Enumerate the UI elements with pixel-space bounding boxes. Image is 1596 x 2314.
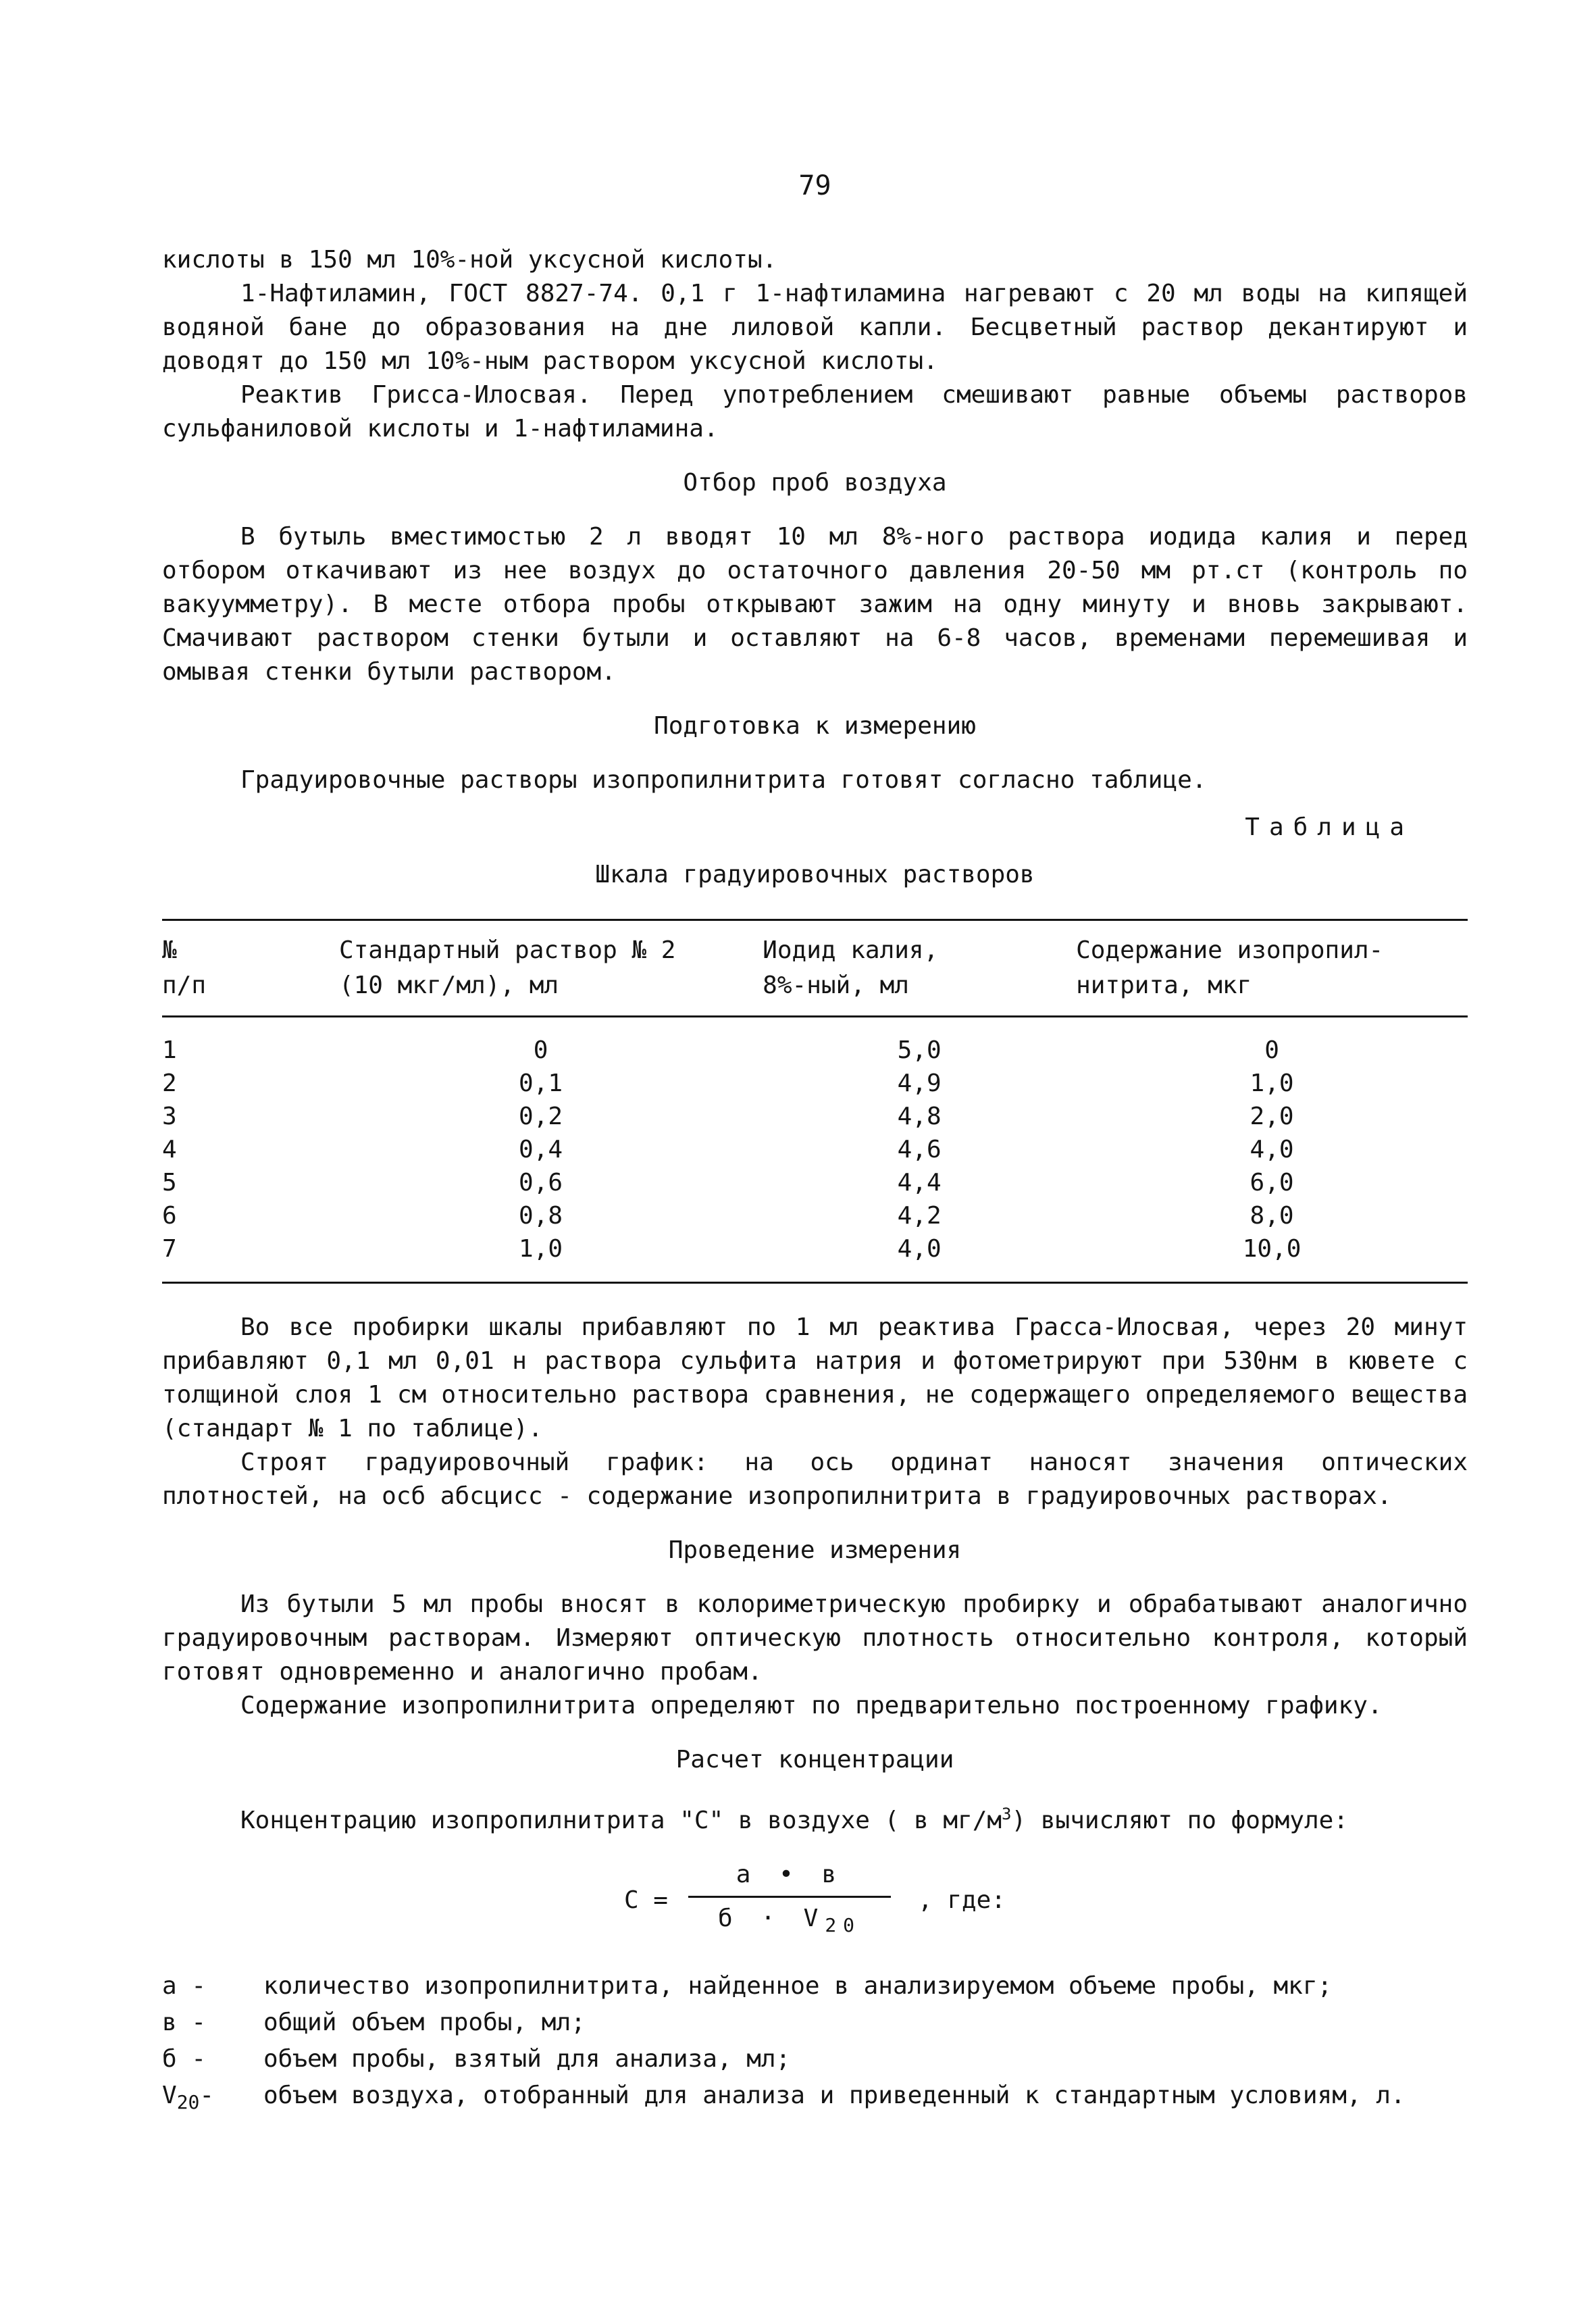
legend-symbol: в -: [162, 2009, 207, 2037]
legend-symbol: а -: [162, 1972, 207, 2001]
legend-item: [162, 2006, 1468, 2040]
formula-lhs: С =: [623, 1886, 668, 1914]
header-number: № п/п: [162, 920, 319, 1017]
calibration-table: [162, 919, 1468, 1284]
heading-calculation: Расчет концентрации: [675, 1746, 954, 1774]
cell-iodide: 4,8: [897, 1103, 942, 1130]
cell-number: 7: [162, 1232, 319, 1283]
cell-content: 8,0: [1250, 1202, 1294, 1230]
paragraph-continuation: кислоты в 150 мл 10%-ной уксусной кислоты.: [162, 246, 777, 274]
table-caption: Шкала градуировочных растворов: [595, 861, 1035, 888]
page-number: 79: [798, 170, 831, 201]
cell-number: 1: [162, 1036, 177, 1064]
table-row: [162, 1166, 1468, 1199]
header-standard-solution: Стандартный раствор № 2 (10 мкг/мл), мл: [319, 920, 763, 1017]
cell-iodide: 4,4: [897, 1169, 942, 1197]
cell-content: 6,0: [1250, 1169, 1294, 1197]
legend-item: [162, 2042, 1468, 2076]
table-row: [162, 1199, 1468, 1232]
cell-iodide: 4,2: [897, 1202, 942, 1230]
cell-standard: 0,4: [519, 1136, 563, 1163]
cell-standard: 0,2: [519, 1103, 563, 1130]
cell-content: 2,0: [1250, 1103, 1294, 1130]
cell-content: 0: [1264, 1036, 1279, 1064]
cell-iodide: 5,0: [897, 1036, 942, 1064]
cell-iodide: 4,0: [763, 1232, 1076, 1283]
legend-symbol: б -: [162, 2045, 207, 2073]
paragraph-griess-reagent: Реактив Грисса-Илосвая. Перед употреблением смешивают равные объемы растворов сульфаниловой кислоты и 1-нафтиламина.: [162, 381, 1468, 443]
cell-number: 6: [162, 1202, 177, 1230]
header-content: Содержание изопропил- нитрита, мкг: [1076, 920, 1468, 1017]
cell-number: 3: [162, 1103, 177, 1130]
formula-where: , где:: [917, 1886, 1006, 1914]
paragraph-measurement: Из бутыли 5 мл пробы вносят в колориметрическую пробирку и обрабатывают аналогично градуировочным растворам. Измеряют оптическую плотность относительно контроля, который готовят одновременно и аналогично пробам.: [162, 1590, 1468, 1686]
cell-iodide: 4,6: [897, 1136, 942, 1163]
legend-text: общий объем пробы, мл;: [263, 2009, 586, 2037]
legend-text: объем воздуха, отобранный для анализа и приведенный к стандартным условиям, л.: [263, 2082, 1406, 2110]
cell-iodide: 4,9: [897, 1070, 942, 1097]
legend-item: [162, 1969, 1468, 2003]
legend-text: количество изопропилнитрита, найденное в анализируемом объеме пробы, мкг;: [263, 1972, 1333, 2001]
paragraph-preparation: Градуировочные растворы изопропилнитрита готовят согласно таблице.: [240, 766, 1207, 794]
paragraph-calibration-graph: Строят градуировочный график: на ось ординат наносят значения оптических плотностей, на осб абсцисс - содержание изопропилнитрита в градуировочных растворах.: [162, 1449, 1468, 1510]
paragraph-naphthylamine: 1-Нафтиламин, ГОСТ 8827-74. 0,1 г 1-нафтиламина нагревают с 20 мл воды на кипящей водяной бане до образования на дне лиловой капли. Бесцветный раствор декантируют и доводят до 150 мл 10%-ным раствором уксусной кислоты.: [162, 280, 1468, 375]
paragraph-content-determination: Содержание изопропилнитрита определяют по предварительно построенному графику.: [240, 1692, 1383, 1719]
cell-standard: 0,8: [519, 1202, 563, 1230]
cell-number: 5: [162, 1169, 177, 1197]
cell-content: 10,0: [1076, 1232, 1468, 1283]
cell-content: 1,0: [1250, 1070, 1294, 1097]
cell-standard: 0,1: [519, 1070, 563, 1097]
cell-standard: 0,6: [519, 1169, 563, 1197]
paragraph-sampling: В бутыль вместимостью 2 л вводят 10 мл 8%-ного раствора иодида калия и перед отбором откачивают из нее воздух до остаточного давления 20-50 мм рт.ст (контроль по вакуумметру). В месте отбора пробы открывают зажим на одну минуту и вновь закрывают. Смачивают раствором стенки бутыли и оставляют на 6-8 часов, временами перемешивая и омывая стенки бутыли раствором.: [162, 523, 1468, 686]
table-row: [162, 1232, 1468, 1283]
table-label: Таблица: [1245, 813, 1414, 841]
table-row: [162, 1133, 1468, 1166]
heading-sampling: Отбор проб воздуха: [683, 469, 947, 497]
cell-number: 2: [162, 1070, 177, 1097]
legend-text: объем пробы, взятый для анализа, мл;: [263, 2045, 791, 2073]
cell-number: 4: [162, 1136, 177, 1163]
table-row: [162, 1017, 1468, 1067]
table-row: [162, 1100, 1468, 1133]
concentration-formula: [162, 1858, 1468, 1942]
table-row: [162, 1067, 1468, 1100]
heading-measurement: Проведение измерения: [668, 1536, 962, 1564]
formula-numerator: а • в: [736, 1861, 844, 1888]
paragraph-photometry: Во все пробирки шкалы прибавляют по 1 мл реактива Грасса-Илосвая, через 20 минут прибавляют 0,1 мл 0,01 н раствора сульфита натрия и фотометрируют при 530нм в кювете с толщиной слоя 1 см относительно раствора сравнения, не содержащего определяемого вещества (стандарт № 1 по таблице).: [162, 1313, 1468, 1442]
paragraph-calculation-intro: Концентрацию изопропилнитрита "С" в воздухе ( в $мг/м^3$) вычисляют по формуле:: [240, 1805, 1348, 1834]
legend-item: [162, 2079, 1468, 2119]
formula-fraction: [688, 1858, 891, 1942]
cell-standard: 0: [533, 1036, 548, 1064]
cell-standard: 1,0: [319, 1232, 763, 1283]
header-potassium-iodide: Иодид калия, 8%-ный, мл: [763, 920, 1076, 1017]
heading-preparation: Подготовка к измерению: [654, 712, 976, 740]
formula-legend: [162, 1969, 1468, 2119]
cell-content: 4,0: [1250, 1136, 1294, 1163]
legend-symbol: $V_{20}-$: [162, 2082, 215, 2114]
formula-denominator: $б \cdot V_{20}$: [717, 1905, 862, 1937]
table-header-row: [162, 920, 1468, 1017]
